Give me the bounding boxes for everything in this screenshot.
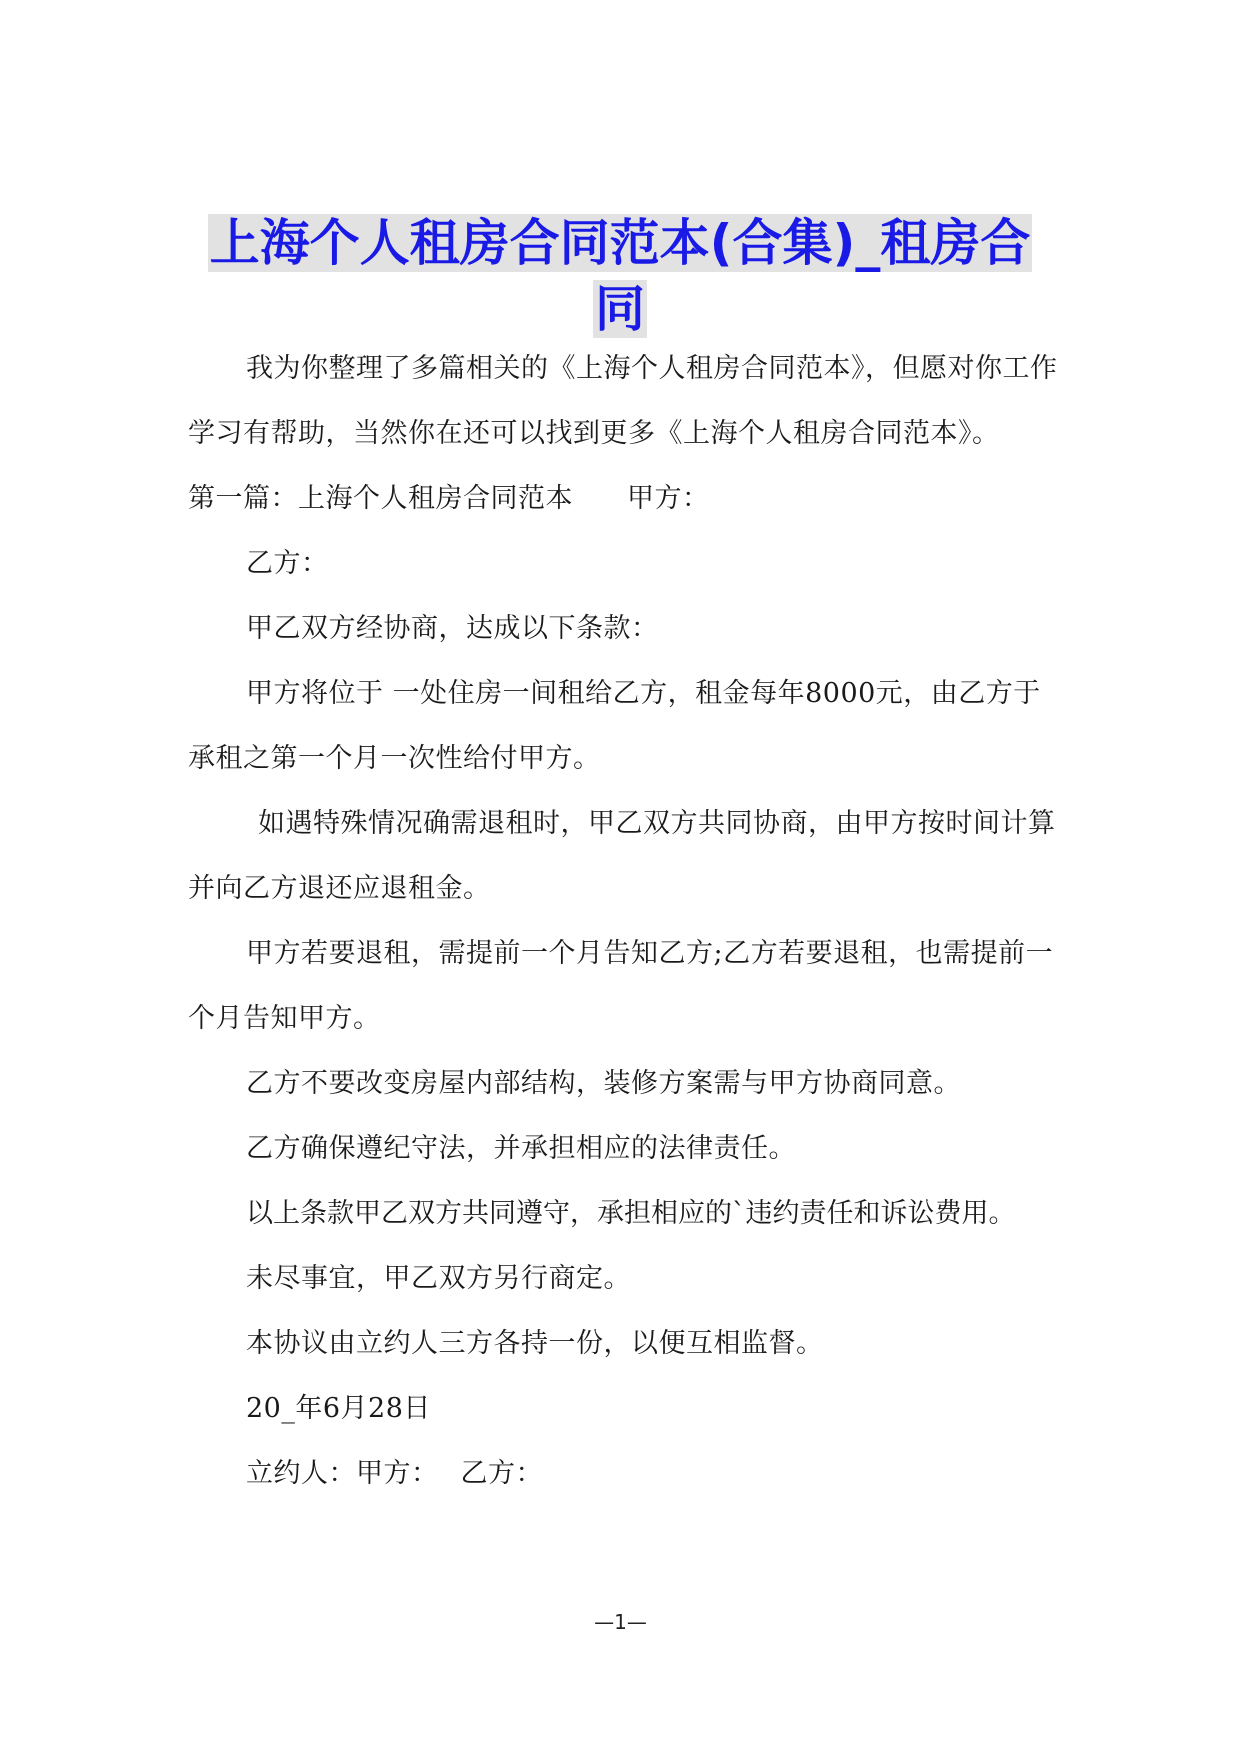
contract-date: 20_年6月28日: [246, 1393, 431, 1424]
section-heading-line: [188, 466, 1058, 531]
clause-8: 未尽事宜，甲乙双方另行商定。: [246, 1263, 631, 1294]
document-title: [190, 210, 1050, 342]
clause-2: 甲方将位于 一处住房一间租给乙方，租金每年8000元，由乙方于承租之第一个月一次性给付甲方。: [188, 678, 1041, 774]
title-line-2: 同: [595, 280, 645, 338]
clause-5: 乙方不要改变房屋内部结构，装修方案需与甲方协商同意。: [246, 1068, 961, 1099]
clause-7: 以上条款甲乙双方共同遵守，承担相应的`违约责任和诉讼费用。: [246, 1198, 1016, 1229]
signatories-party-b: 乙方：: [460, 1458, 543, 1489]
signatories-line: [188, 1441, 1058, 1506]
clause-1: 甲乙双方经协商，达成以下条款：: [246, 613, 659, 644]
party-a-label: 甲方：: [627, 483, 710, 514]
party-b-label: 乙方：: [246, 548, 329, 579]
section-heading: 第一篇：上海个人租房合同范本: [188, 483, 573, 514]
clause-4: 甲方若要退租，需提前一个月告知乙方;乙方若要退租，也需提前一个月告知甲方。: [188, 938, 1054, 1034]
clause-3: 如遇特殊情况确需退租时，甲乙双方共同协商，由甲方按时间计算并向乙方退还应退租金。: [188, 808, 1056, 904]
title-line-1: 上海个人租房合同范本(合集)_租房合: [209, 214, 1031, 272]
page-number: —1—: [594, 1610, 647, 1634]
clause-9: 本协议由立约人三方各持一份，以便互相监督。: [246, 1328, 824, 1359]
intro-paragraph: 我为你整理了多篇相关的《上海个人租房合同范本》，但愿对你工作学习有帮助，当然你在还可以找到更多《上海个人租房合同范本》。: [188, 353, 1058, 449]
clause-6: 乙方确保遵纪守法，并承担相应的法律责任。: [246, 1133, 796, 1164]
document-body: [188, 336, 1058, 1506]
signatories-label: 立约人：甲方：: [246, 1458, 439, 1489]
